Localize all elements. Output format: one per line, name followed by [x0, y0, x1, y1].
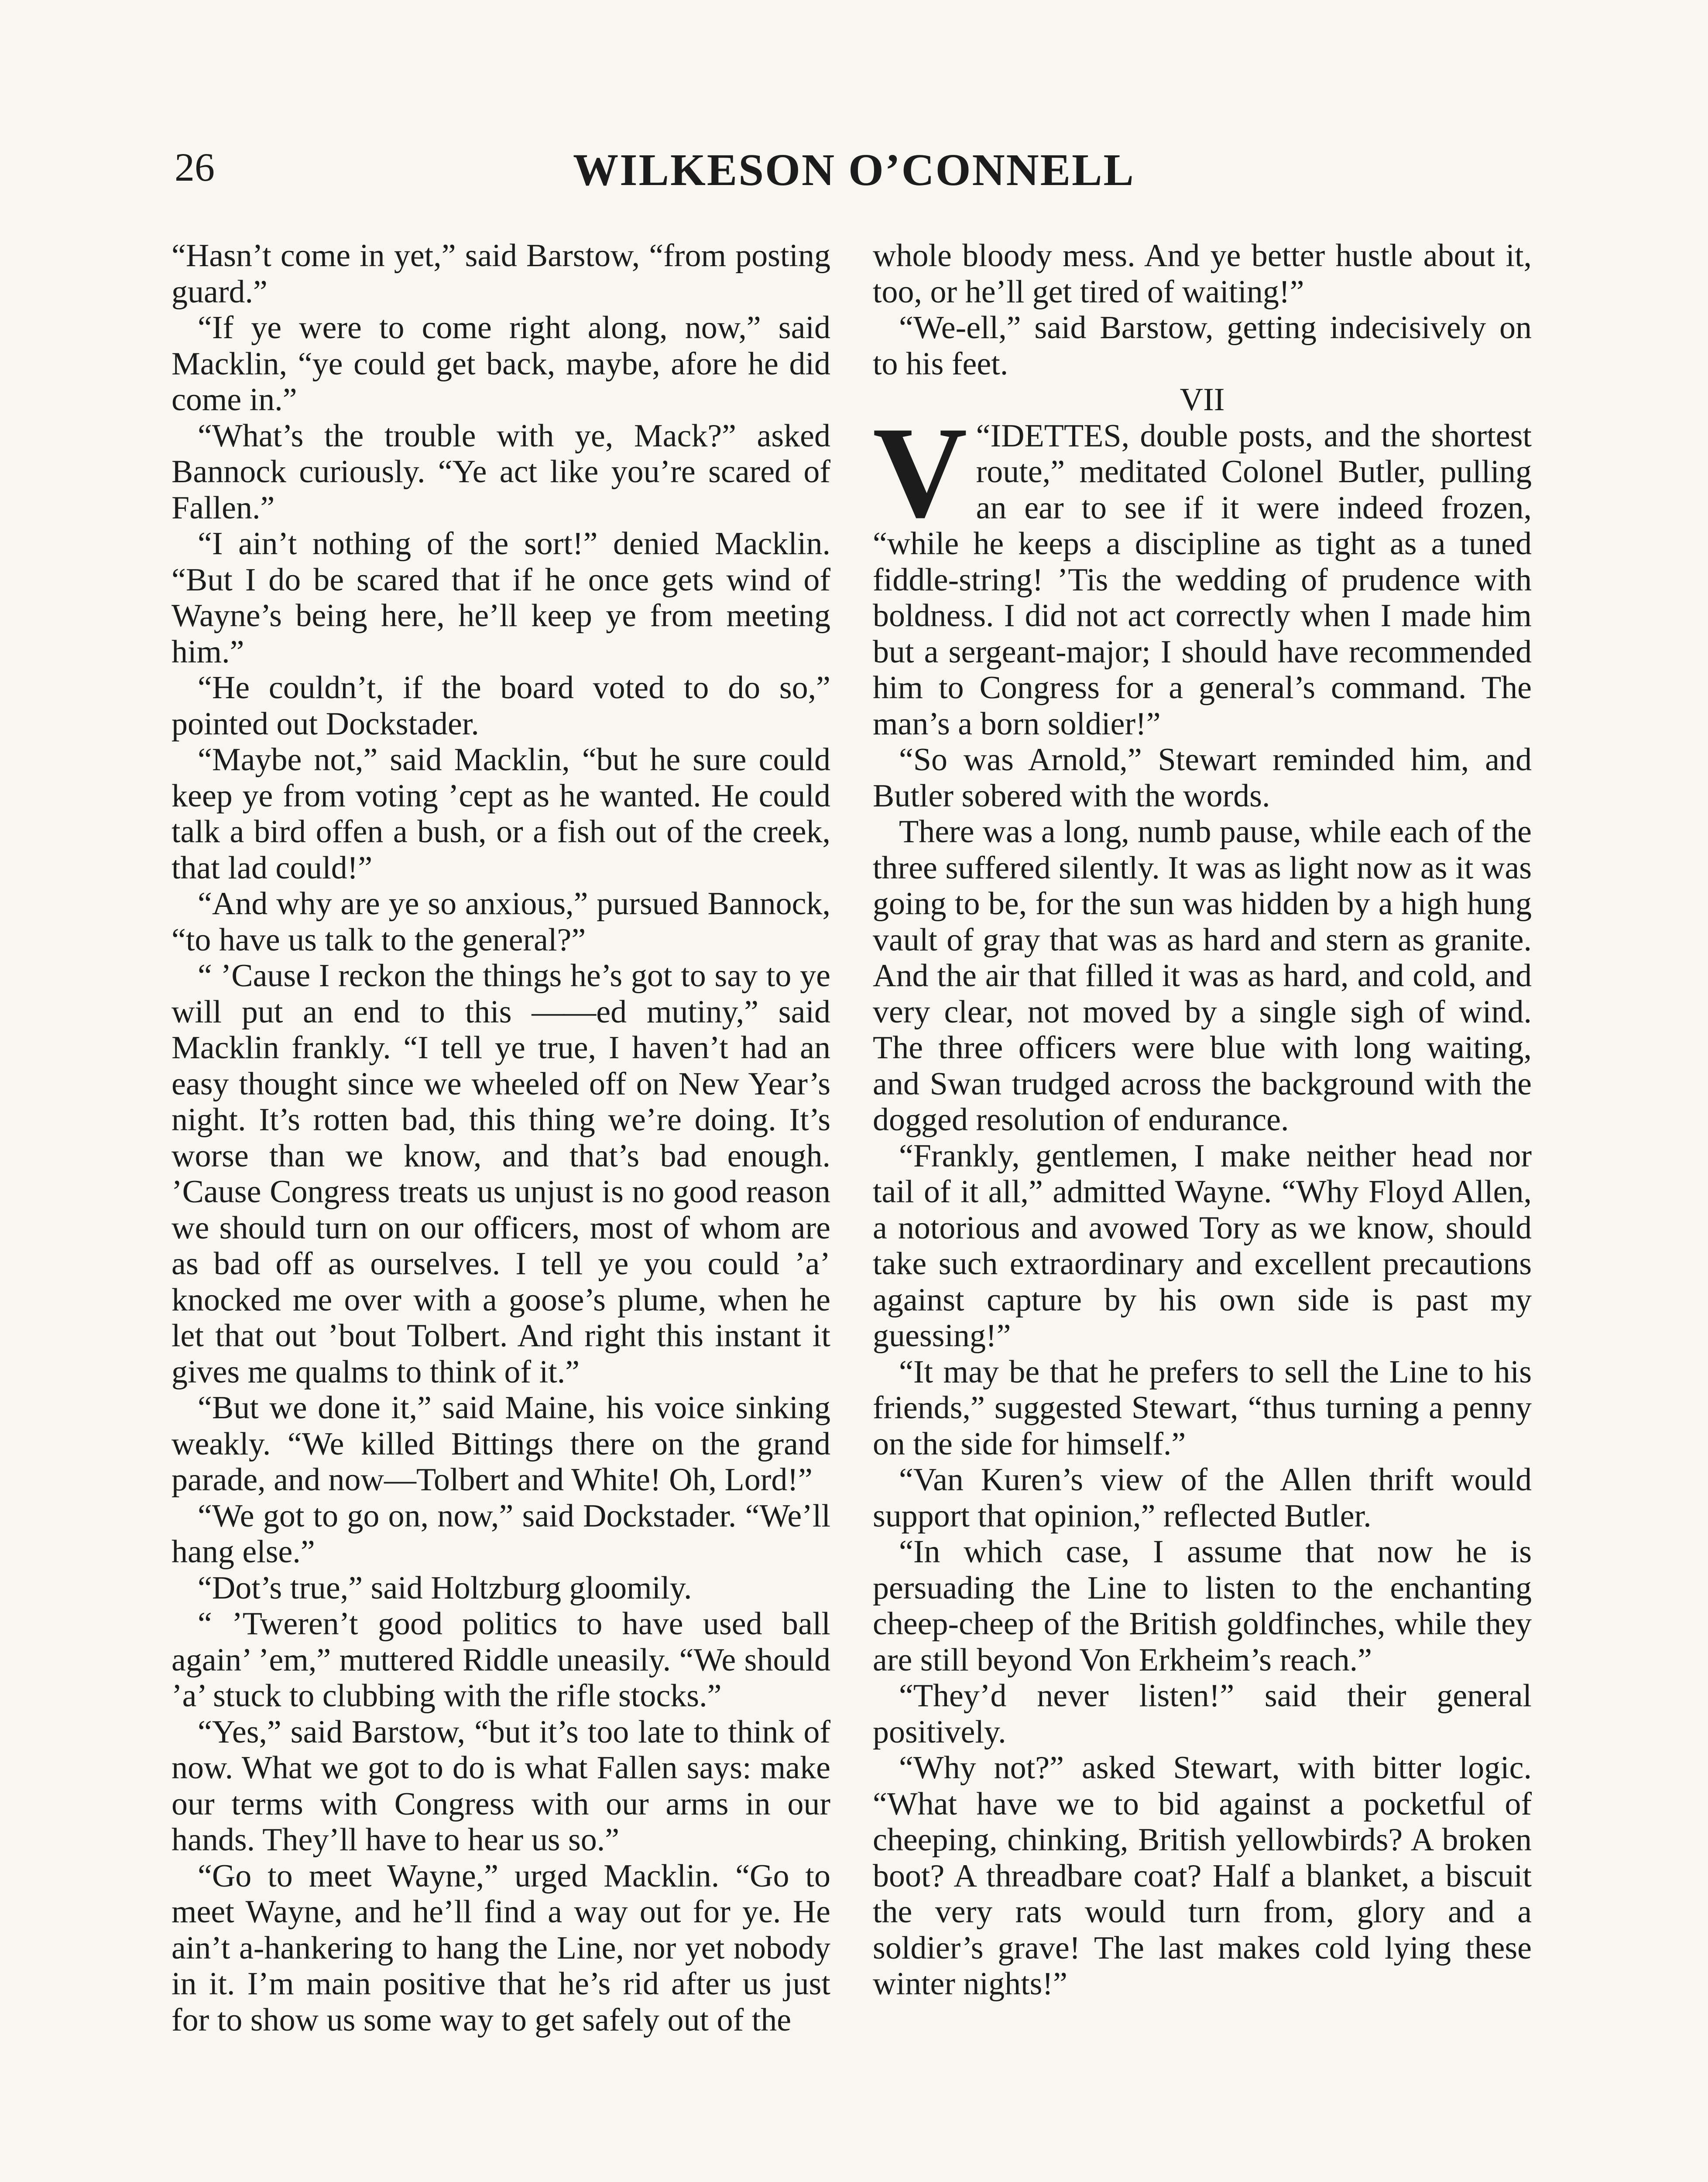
opening-quote-mark: “ [976, 418, 991, 454]
paragraph: “ ’Tweren’t good politics to have used ball again’ ’em,” muttered Riddle uneasily. “We should ’a’ stuck to clubbing with the rifle stocks.” [171, 1606, 830, 1714]
section-number: VII [1180, 382, 1225, 418]
paragraph: “But we done it,” said Maine, his voice sinking weakly. “We killed Bittings there on the grand parade, and now—Tolbert and White! Oh, Lord!” [171, 1390, 830, 1498]
paragraph: “What’s the trouble with ye, Mack?” asked Bannock curiously. “Ye act like you’re scared of Fallen.” [171, 418, 830, 526]
paragraph: “Van Kuren’s view of the Allen thrift would support that opinion,” reflected Butler. [873, 1462, 1532, 1534]
page-number: 26 [175, 145, 215, 189]
left-column [171, 238, 830, 2038]
paragraph: “It may be that he prefers to sell the Line to his friends,” suggested Stewart, “thus turning a penny on the side for himself.” [873, 1354, 1532, 1462]
paragraph: “In which case, I assume that now he is persuading the Line to listen to the enchanting cheep-cheep of the British goldfinches, while they are still beyond Von Erkheim’s reach.” [873, 1534, 1532, 1678]
paragraph: There was a long, numb pause, while each of the three suffered silently. It was as light now as it was going to be, for the sun was hidden by a high hung vault of gray that was as hard and stern as granite. And the air that filled it was as hard, and cold, and very clear, not moved by a single sigh of wind. The three officers were blue with long waiting, and Swan trudged across the background with the dogged resolution of endurance. [873, 814, 1532, 1138]
right-column [873, 238, 1532, 2002]
paragraph: “Hasn’t come in yet,” said Barstow, “from posting guard.” [171, 238, 830, 310]
paragraph: “Maybe not,” said Macklin, “but he sure could keep ye from voting ’cept as he wanted. He could talk a bird offen a bush, or a fish out of the creek, that lad could!” [171, 742, 830, 886]
paragraph: “We got to go on, now,” said Dockstader. “We’ll hang else.” [171, 1498, 830, 1570]
paragraph: “They’d never listen!” said their general positively. [873, 1678, 1532, 1750]
paragraph: “Go to meet Wayne,” urged Macklin. “Go to meet Wayne, and he’ll find a way out for ye. He ain’t a-hankering to hang the Line, nor yet nobody in it. I’m main positive that he’s rid after us just for to show us some way to get safely out of the [171, 1858, 830, 2038]
paragraph: “He couldn’t, if the board voted to do so,” pointed out Dockstader. [171, 670, 830, 742]
paragraph: “We-ell,” said Barstow, getting indecisively on to his feet. [873, 310, 1532, 382]
paragraph: “Why not?” asked Stewart, with bitter logic. “What have we to bid against a pocketful of cheeping, chinking, British yellowbirds? A broken boot? A threadbare coat? Half a blanket, a biscuit the very rats would turn from, glory and a soldier’s grave! The last makes cold lying these winter nights!” [873, 1750, 1532, 2002]
paragraph: whole bloody mess. And ye better hustle about it, too, or he’ll get tired of waiting!” [873, 238, 1532, 310]
paragraph: “And why are ye so anxious,” pursued Bannock, “to have us talk to the general?” [171, 886, 830, 958]
paragraph: “If ye were to come right along, now,” said Macklin, “ye could get back, maybe, afore he did come in.” [171, 310, 830, 418]
running-head: WILKESON O’CONNELL [573, 145, 1135, 195]
opening-text: IDETTES, double posts, and the shortest route,” meditated Colonel Butler, pulling an ear to see if it were indeed frozen, “while he keeps a discipline as tight as a tuned fiddle-string! ’Tis the wedding of prudence with boldness. I did not act correctly when I made him but a sergeant-major; I should have recommended him to Congress for a general’s command. The man’s a born soldier!” [873, 418, 1532, 742]
paragraph: “Dot’s true,” said Holtzburg gloomily. [198, 1570, 692, 1606]
drop-cap: V [873, 399, 967, 545]
paragraph: “Yes,” said Barstow, “but it’s too late to think of now. What we got to do is what Fallen says: make our terms with Congress with our arms in our hands. They’ll have to hear us so.” [171, 1714, 830, 1858]
paragraph: “ ’Cause I reckon the things he’s got to say to ye will put an end to this ——ed mutiny,” said Macklin frankly. “I tell ye true, I haven’t had an easy thought since we wheeled off on New Year’s night. It’s rotten bad, this thing we’re doing. It’s worse than we know, and that’s bad enough. ’Cause Congress treats us unjust is no good reason we should turn on our officers, most of whom are as bad off as ourselves. I tell ye you could ’a’ knocked me over with a goose’s plume, when he let that out ’bout Tolbert. And right this instant it gives me qualms to think of it.” [171, 958, 830, 1390]
paragraph: “Frankly, gentlemen, I make neither head nor tail of it all,” admitted Wayne. “Why Floyd Allen, a notorious and avowed Tory as we know, should take such extraordinary and excellent precautions against capture by his own side is past my guessing!” [873, 1138, 1532, 1354]
paragraph: “So was Arnold,” Stewart reminded him, and Butler sobered with the words. [873, 742, 1532, 814]
paragraph: “I ain’t nothing of the sort!” denied Macklin. “But I do be scared that if he once gets wind of Wayne’s being here, he’ll keep ye from meeting him.” [171, 526, 830, 670]
